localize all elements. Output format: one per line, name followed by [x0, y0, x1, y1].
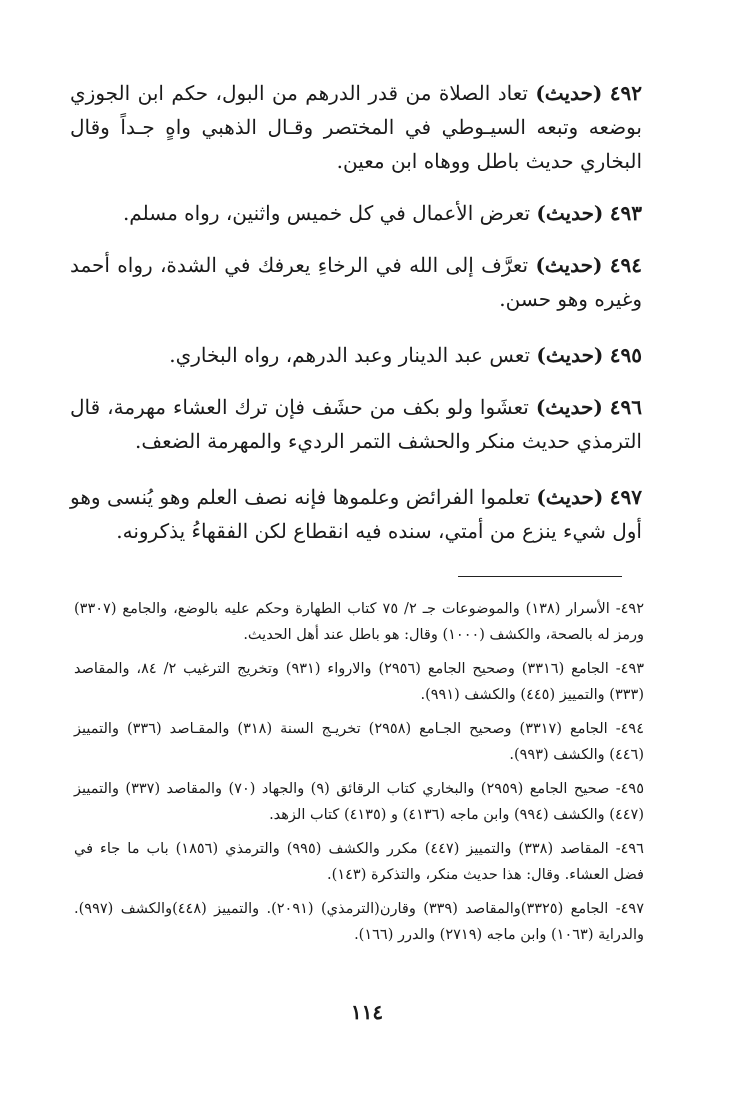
hadith-number: ٤٩٤ [609, 253, 643, 277]
hadith-entry [70, 248, 642, 316]
hadith-label: (حديث) [535, 81, 603, 105]
footnote-separator [458, 576, 622, 577]
footnote [74, 596, 644, 648]
footnote-text: الجامع (٣٣٢٥)والمقاصد (٣٣٩) وقارن(الترمذي) (٢٠٩١). والتمييز (٤٤٨)والكشف (٩٩٧). والدراية (١٠٦٣) وابن ماجه (٢٧١٩) والدرر (١٦٦). [74, 901, 644, 943]
footnote-number: ٤٩٤- [615, 721, 644, 737]
footnotes-section [74, 596, 644, 956]
hadith-label: (حديث) [536, 343, 604, 367]
footnote [74, 776, 644, 828]
hadith-text: تعاد الصلاة من قدر الدرهم من البول، حكم ابن الجوزي بوضعه وتبعه السيـوطي في المختصر وقـال الذهبي واهٍ جـداً وقال البخاري حديث باطل ووهاه ابن معين. [70, 81, 642, 173]
footnote-number: ٤٩٢- [615, 601, 645, 617]
footnote-text: الجامع (٣٣١٧) وصحيح الجـامع (٢٩٥٨) تخريـج السنة (٣١٨) والمقـاصد (٣٣٦) والتمييز (٤٤٦) والكشف (٩٩٣). [74, 721, 644, 763]
hadith-entry [70, 196, 642, 230]
hadith-label: (حديث) [535, 395, 603, 419]
footnote [74, 836, 644, 888]
footnote-text: الجامع (٣٣١٦) وصحيح الجامع (٢٩٥٦) والارواء (٩٣١) وتخريج الترغيب ٢/ ٨٤، والمقاصد (٣٣٣) والتمييز (٤٤٥) والكشف (٩٩١). [74, 661, 644, 703]
hadith-label: (حديث) [535, 253, 603, 277]
hadith-number: ٤٩٣ [609, 201, 642, 225]
hadith-text: تعرَّف إلى الله في الرخاءِ يعرفك في الشدة، رواه أحمد وغيره وهو حسن. [70, 253, 642, 311]
hadith-text: تعس عبد الدينار وعبد الدرهم، رواه البخاري. [169, 343, 531, 367]
page-number: ١١٤ [350, 1000, 384, 1024]
hadith-entry [70, 480, 642, 548]
footnote [74, 716, 644, 768]
footnote [74, 896, 644, 948]
footnote-number: ٤٩٣- [615, 661, 645, 677]
hadith-number: ٤٩٦ [609, 395, 642, 419]
footnote-number: ٤٩٦- [615, 841, 644, 857]
footnote-text: صحيح الجامع (٢٩٥٩) والبخاري كتاب الرقائق (٩) والجهاد (٧٠) والمقاصد (٣٣٧) والتمييز (٤٤٧) والكشف (٩٩٤) وابن ماجه (٤١٣٦) و (٤١٣٥) كتاب الزهد. [74, 781, 644, 823]
hadith-text: تعشَوا ولو بكف من حشَف فإن ترك العشاء مهرمة، قال الترمذي حديث منكر والحشف التمر الرديء والمهرمة الضعف. [70, 395, 642, 453]
hadith-entry [70, 390, 642, 458]
hadith-label: (حديث) [536, 485, 604, 509]
hadith-text: تعرض الأعمال في كل خميس واثنين، رواه مسلم. [122, 201, 531, 225]
footnote-text: الأسرار (١٣٨) والموضوعات جـ ٢/ ٧٥ كتاب الطهارة وحكم عليه بالوضع، والجامع (٣٣٠٧) ورمز له بالصحة، والكشف (١٠٠٠) وقال: هو باطل عند أهل الحديث. [74, 601, 644, 643]
footnote [74, 656, 644, 708]
hadith-entry [70, 76, 642, 178]
hadith-entry [70, 338, 642, 372]
hadith-number: ٤٩٧ [609, 485, 643, 509]
hadith-text: تعلموا الفرائض وعلموها فإنه نصف العلم وهو يُنسى وهو أول شيء ينزع من أمتي، سنده فيه انقطاع لكن الفقهاءُ يذكرونه. [70, 485, 642, 543]
footnote-text: المقاصد (٣٣٨) والتمييز (٤٤٧) مكرر والكشف (٩٩٥) والترمذي (١٨٥٦) باب ما جاء في فضل العشاء. وقال: هذا حديث منكر، والتذكرة (١٤٣). [74, 841, 644, 883]
footnote-number: ٤٩٥- [615, 781, 644, 797]
hadith-label: (حديث) [536, 201, 604, 225]
hadith-number: ٤٩٥ [609, 343, 642, 367]
footnote-number: ٤٩٧- [615, 901, 644, 917]
main-text-body [70, 76, 642, 566]
hadith-number: ٤٩٢ [609, 81, 642, 105]
